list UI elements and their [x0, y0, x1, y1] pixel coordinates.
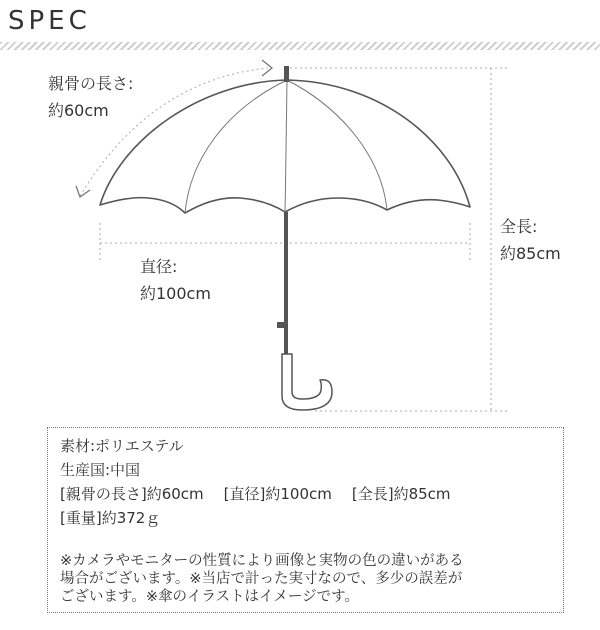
total-length-label	[500, 213, 561, 267]
size-rib: [親骨の長さ]約60cm	[60, 485, 204, 503]
rib-length-label	[48, 70, 133, 124]
rib-length-title: 親骨の長さ:	[48, 74, 134, 93]
rib-length-value: 約60cm	[48, 101, 109, 120]
size-row	[60, 482, 551, 506]
page-title: SPEC	[8, 6, 91, 36]
diameter-value: 約100cm	[140, 284, 211, 303]
weight-row: [重量]約372ｇ	[60, 509, 161, 527]
material-row: 素材:ポリエステル	[60, 437, 184, 455]
origin-row: 生産国:中国	[60, 461, 141, 479]
spec-details-box	[47, 427, 564, 613]
note-line-1: ※カメラやモニターの性質により画像と実物の色の違いがある	[60, 553, 464, 569]
note-line-3: ございます。※傘のイラストはイメージです。	[60, 589, 359, 605]
total-length-value: 約85cm	[500, 244, 561, 263]
total-length-title: 全長:	[500, 217, 538, 236]
spacer	[60, 530, 551, 552]
umbrella-tip	[284, 66, 289, 82]
note-line-2: 場合がございます。※当店で計った実寸なので、多少の誤差が	[60, 571, 463, 587]
size-total: [全長]約85cm	[351, 485, 451, 503]
size-diameter: [直径]約100cm	[223, 485, 332, 503]
diameter-label	[140, 253, 211, 307]
diameter-title: 直径:	[140, 257, 178, 276]
umbrella-handle	[282, 354, 332, 410]
umbrella-button	[277, 322, 286, 328]
